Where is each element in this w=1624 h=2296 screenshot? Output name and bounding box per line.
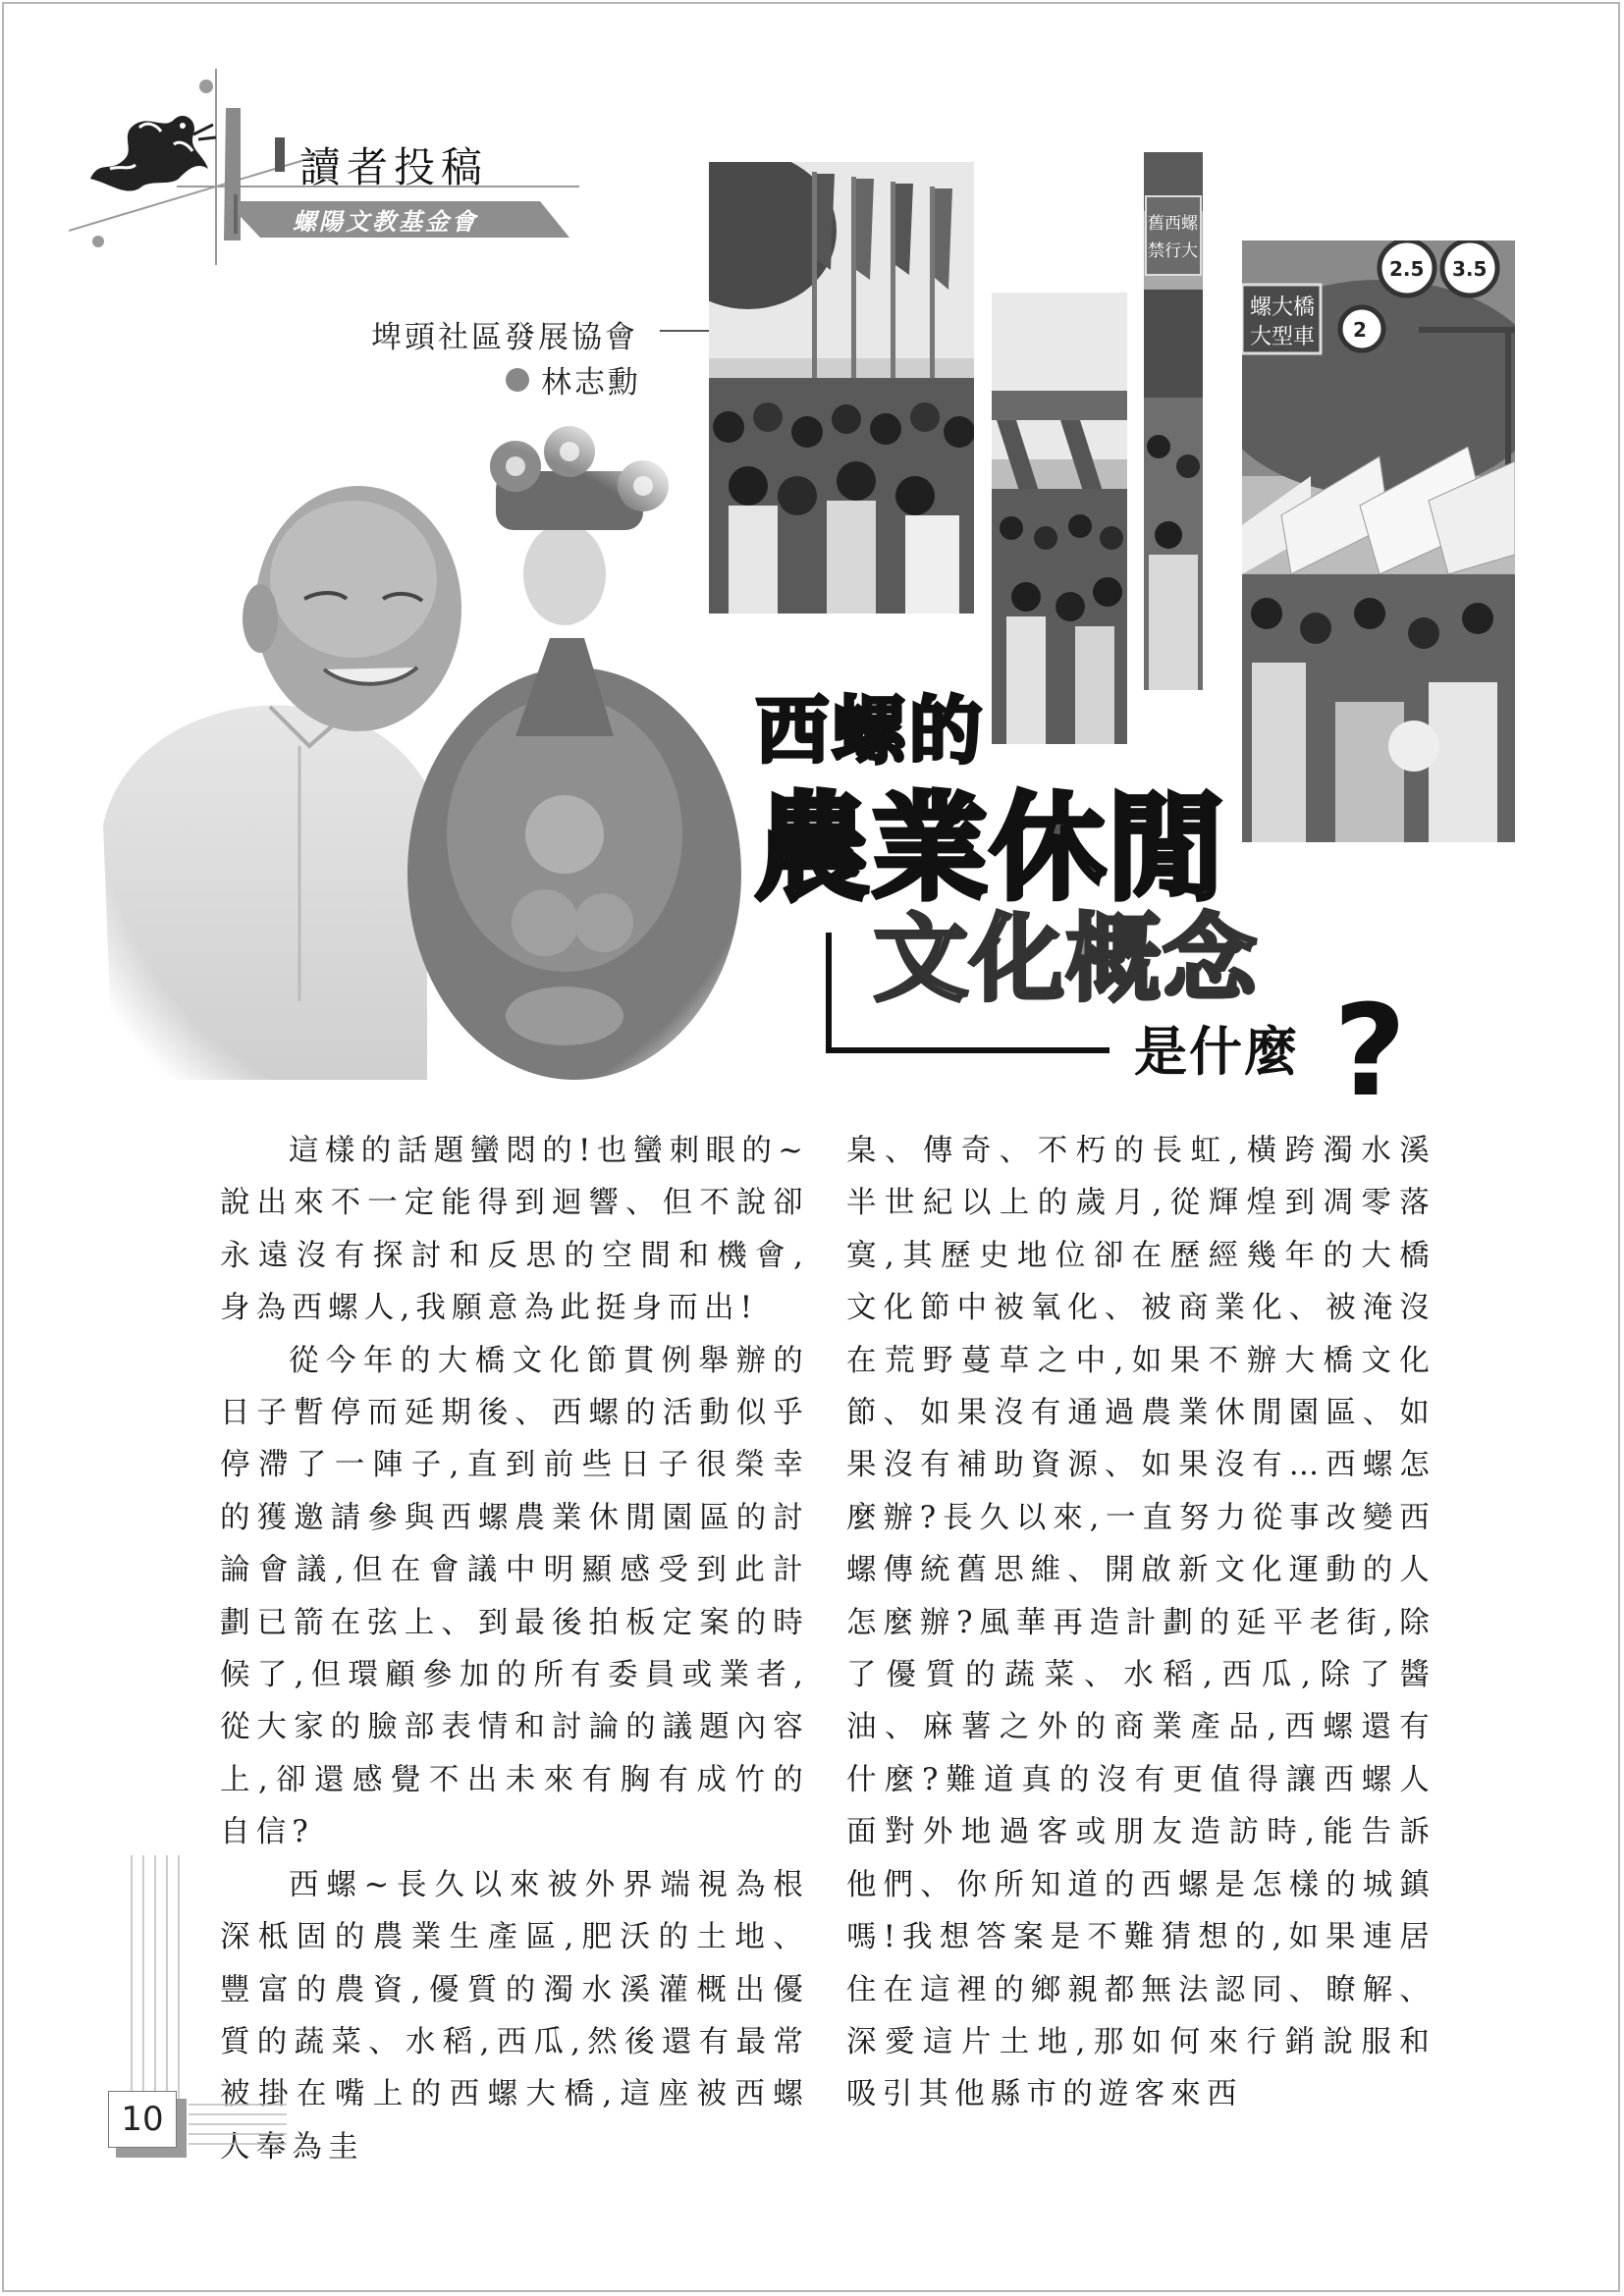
foundation-name: 螺陽文教基金會 — [293, 207, 478, 236]
height-badge-1: 2.5 — [1389, 257, 1425, 281]
dragon-emblem-icon — [81, 100, 218, 198]
road-sign-text-2: 大型車 — [1250, 325, 1316, 349]
page-number: 10 — [108, 2091, 177, 2148]
paragraph: 從今年的大橋文化節貫例舉辦的日子暫停而延期後、西螺的活動似乎停滯了一陣子,直到前些日子很榮幸的獲邀請參與西螺農業休閒園區的討論會議,但在會議中明顯感受到此計劃已箭在弦上、到最後拍板定案的時候了,但環顧參加的所有委員或業者,從大家的臉部表情和討論的議題內容上,卻還感覺不出未來有胸有成竹的自信? — [220, 1343, 809, 1850]
speed-badge-3: 2 — [1353, 318, 1367, 342]
photo-puppeteer — [103, 412, 761, 1080]
author-name: 林志勳 — [541, 365, 641, 400]
author-organization: 埤頭社區發展協會 — [371, 320, 638, 355]
road-sign-text-1: 螺大橋 — [1250, 295, 1316, 320]
article-title — [746, 677, 1453, 1109]
paragraph: 臬、傳奇、不朽的長虹,橫跨濁水溪半世紀以上的歲月,從輝煌到凋零落寞,其歷史地位卻在歷經幾年的大橋文化節中被氧化、被商業化、被淹沒在荒野蔓草之中,如果不辦大橋文化節、如果沒有通過農業休閒園區、如果沒有補助資源、如果沒有…西螺怎麼辦?長久以來,一直努力從事改變西螺傳統舊思維、開啟新文化運動的人怎麼辦?風華再造計劃的延平老街,除了優質的蔬菜、水稻,西瓜,除了醬油、麻薯之外的商業產品,西螺還有什麼?難道真的沒有更值得讓西螺人面對外地過客或朋友造訪時,能告訴他們、你所知道的西螺是怎樣的城鎮嗎!我想答案是不難猜想的,如果連居住在這裡的鄉親都無法認同、瞭解、深愛這片土地,那如何來行銷說服和吸引其他縣市的遊客來西 — [846, 1134, 1435, 2112]
photo-crowd-flags — [709, 162, 974, 614]
page-number-lines — [189, 2101, 287, 2148]
title-line-2: 農業休閒 — [754, 780, 1226, 916]
question-mark: ? — [1333, 979, 1407, 1109]
sign-text-2: 禁行大 — [1148, 241, 1198, 261]
photo-road-sign — [1144, 152, 1203, 690]
section-title: 讀者投稿 — [299, 143, 489, 191]
title-line-1: 西螺的 — [756, 689, 986, 774]
paragraph: 西螺~長久以來被外界端視為根深柢固的農業生產區,肥沃的土地、豐富的農資,優質的濁水溪灌概出優質的蔬菜、水稻,西瓜,然後還有最常被掛在嘴上的西螺大橋,這座被西螺人奉為圭 — [220, 1867, 809, 2164]
body-column-right — [846, 1125, 1435, 2121]
author-line — [506, 357, 641, 401]
title-line-3: 文化概念 — [874, 904, 1259, 1014]
page-number-box — [108, 2091, 187, 2158]
title-line-4: 是什麼 — [1134, 1021, 1299, 1083]
paragraph: 這樣的話題蠻悶的!也蠻刺眼的~說出來不一定能得到迴響、但不說卻永遠沒有探討和反思的空間和機會,身為西螺人,我願意為此挺身而出! — [220, 1134, 809, 1326]
bullet-icon — [506, 368, 529, 392]
body-column-left — [220, 1125, 809, 2173]
height-badge-2: 3.5 — [1452, 257, 1488, 281]
sign-text: 舊西螺 — [1148, 214, 1198, 234]
photo-bridge-crowd — [992, 293, 1127, 744]
